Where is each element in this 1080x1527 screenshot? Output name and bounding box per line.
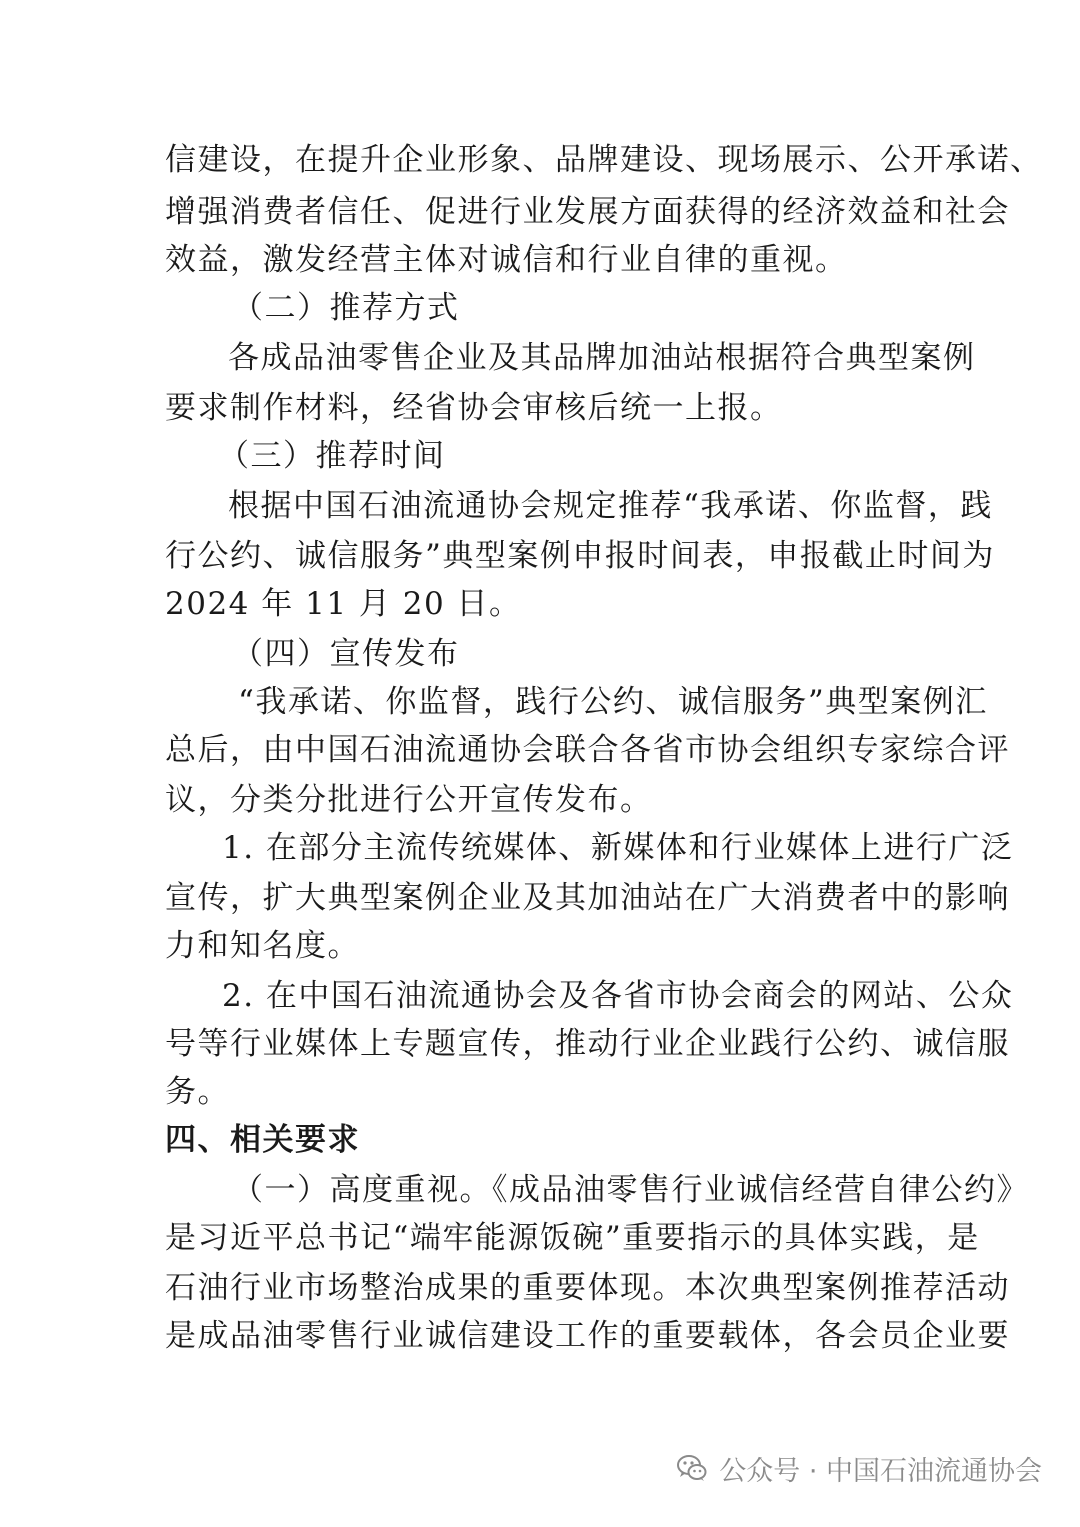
list-item-text: 务。	[165, 1074, 230, 1110]
text-line: 议，分类分批进行公开宣传发布。	[165, 782, 653, 818]
section-heading: （四）宣传发布	[232, 636, 460, 672]
text-line: 增强消费者信任、促进行业发展方面获得的经济效益和社会	[165, 194, 1010, 230]
text-line: 根据中国石油流通协会规定推荐“我承诺、你监督，践	[228, 488, 993, 524]
main-heading: 四、相关要求	[165, 1122, 360, 1158]
section-heading: （二）推荐方式	[232, 290, 460, 326]
text-line: 是成品油零售行业诚信建设工作的重要载体，各会员企业要	[165, 1318, 1010, 1354]
watermark-text: 公众号 · 中国石油流通协会	[719, 1455, 1042, 1487]
list-item-text: 号等行业媒体上专题宣传，推动行业企业践行公约、诚信服	[165, 1026, 1010, 1062]
text-line: 石油行业市场整治成果的重要体现。本次典型案例推荐活动	[165, 1270, 1010, 1306]
text-line: （一）高度重视。《成品油零售行业诚信经营自律公约》	[232, 1172, 1029, 1208]
text-line: “我承诺、你监督，践行公约、诚信服务”典型案例汇	[238, 684, 988, 720]
text-line: 行公约、诚信服务”典型案例申报时间表，申报截止时间为	[165, 538, 995, 574]
list-item-text: 2. 在中国石油流通协会及各省市协会商会的网站、公众	[222, 978, 1014, 1014]
text-line: 要求制作材料，经省协会审核后统一上报。	[165, 390, 783, 426]
section-heading: （三）推荐时间	[218, 438, 446, 474]
watermark	[675, 1448, 1042, 1488]
text-line: 信建设，在提升企业形象、品牌建设、现场展示、公开承诺、	[165, 142, 1043, 178]
list-item-text: 宣传，扩大典型案例企业及其加油站在广大消费者中的影响	[165, 880, 1010, 916]
list-item-text: 1. 在部分主流传统媒体、新媒体和行业媒体上进行广泛	[222, 830, 1014, 866]
list-item-text: 力和知名度。	[165, 928, 360, 964]
text-line: 2024 年 11 月 20 日。	[165, 586, 522, 622]
text-line: 各成品油零售企业及其品牌加油站根据符合典型案例	[228, 340, 976, 376]
text-line: 总后，由中国石油流通协会联合各省市协会组织专家综合评	[165, 732, 1010, 768]
wechat-icon	[675, 1451, 709, 1485]
text-line: 是习近平总书记“端牢能源饭碗”重要指示的具体实践，是	[165, 1220, 980, 1256]
text-line: 效益，激发经营主体对诚信和行业自律的重视。	[165, 242, 848, 278]
